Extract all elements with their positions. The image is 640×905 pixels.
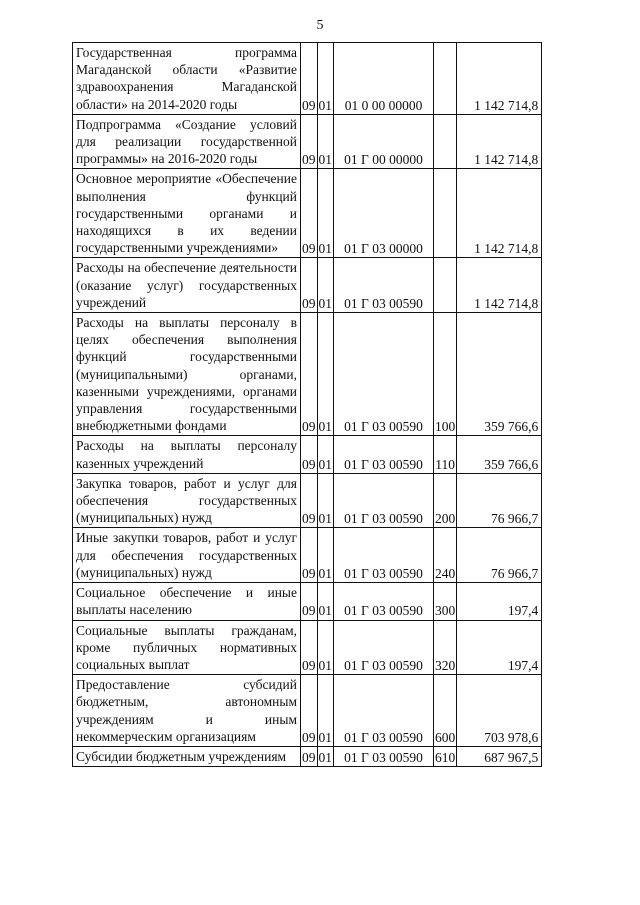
row-name: Государственная программа Магаданской области «Развитие здравоохранения Магаданской области» на 2014-2020 годы [73, 43, 301, 115]
budget-table [72, 42, 542, 767]
row-section-code: 09 [301, 746, 318, 766]
row-target-article: 01 Г 03 00590 [334, 746, 434, 766]
row-section-code: 09 [301, 473, 318, 528]
row-section-code: 09 [301, 583, 318, 620]
row-section-code: 09 [301, 169, 318, 258]
row-subsection-code: 01 [317, 258, 334, 313]
row-amount: 1 142 714,8 [457, 258, 542, 313]
row-amount: 1 142 714,8 [457, 43, 542, 115]
row-amount: 76 966,7 [457, 528, 542, 583]
row-name: Расходы на выплаты персоналу в целях обеспечения выполнения функций государственными (муниципальными) органами, казенными учреждениями, органами управления государственными внебюджетными фондами [73, 313, 301, 436]
row-subsection-code: 01 [317, 436, 334, 473]
table-row [73, 436, 542, 473]
row-section-code: 09 [301, 43, 318, 115]
row-target-article: 01 Г 03 00590 [334, 313, 434, 436]
row-amount: 197,4 [457, 583, 542, 620]
row-amount: 703 978,6 [457, 675, 542, 747]
row-name: Основное мероприятие «Обеспечение выполнения функций государственными органами и находящихся в их ведении государственными учреждениями» [73, 169, 301, 258]
table-row [73, 169, 542, 258]
row-expense-type: 610 [434, 746, 457, 766]
row-name: Субсидии бюджетным учреждениям [73, 746, 301, 766]
row-subsection-code: 01 [317, 473, 334, 528]
row-section-code: 09 [301, 436, 318, 473]
row-target-article: 01 Г 03 00590 [334, 436, 434, 473]
row-name: Иные закупки товаров, работ и услуг для обеспечения государственных (муниципальных) нужд [73, 528, 301, 583]
row-expense-type [434, 43, 457, 115]
row-amount: 1 142 714,8 [457, 114, 542, 169]
row-subsection-code: 01 [317, 620, 334, 675]
row-subsection-code: 01 [317, 583, 334, 620]
budget-table-body [73, 43, 542, 767]
row-section-code: 09 [301, 620, 318, 675]
row-expense-type: 200 [434, 473, 457, 528]
row-name: Закупка товаров, работ и услуг для обеспечения государственных (муниципальных) нужд [73, 473, 301, 528]
row-section-code: 09 [301, 258, 318, 313]
table-row [73, 746, 542, 766]
row-name: Расходы на выплаты персоналу казенных учреждений [73, 436, 301, 473]
row-subsection-code: 01 [317, 169, 334, 258]
row-amount: 359 766,6 [457, 436, 542, 473]
row-section-code: 09 [301, 313, 318, 436]
row-subsection-code: 01 [317, 114, 334, 169]
row-subsection-code: 01 [317, 675, 334, 747]
table-row [73, 114, 542, 169]
row-amount: 359 766,6 [457, 313, 542, 436]
row-expense-type [434, 169, 457, 258]
row-target-article: 01 Г 03 00590 [334, 473, 434, 528]
table-row [73, 583, 542, 620]
row-target-article: 01 0 00 00000 [334, 43, 434, 115]
row-target-article: 01 Г 03 00590 [334, 620, 434, 675]
table-row [73, 528, 542, 583]
row-name: Предоставление субсидий бюджетным, автономным учреждениям и иным некоммерческим организациям [73, 675, 301, 747]
table-row [73, 258, 542, 313]
row-amount: 687 967,5 [457, 746, 542, 766]
row-target-article: 01 Г 03 00590 [334, 258, 434, 313]
row-expense-type [434, 258, 457, 313]
row-section-code: 09 [301, 528, 318, 583]
table-row [73, 313, 542, 436]
row-expense-type: 110 [434, 436, 457, 473]
row-subsection-code: 01 [317, 528, 334, 583]
row-target-article: 01 Г 00 00000 [334, 114, 434, 169]
row-expense-type: 100 [434, 313, 457, 436]
row-target-article: 01 Г 03 00000 [334, 169, 434, 258]
row-name: Социальные выплаты гражданам, кроме публичных нормативных социальных выплат [73, 620, 301, 675]
row-subsection-code: 01 [317, 313, 334, 436]
row-name: Подпрограмма «Создание условий для реализации государственной программы» на 2016-2020 годы [73, 114, 301, 169]
row-subsection-code: 01 [317, 43, 334, 115]
row-name: Социальное обеспечение и иные выплаты населению [73, 583, 301, 620]
row-amount: 1 142 714,8 [457, 169, 542, 258]
page-number: 5 [316, 18, 324, 33]
row-subsection-code: 01 [317, 746, 334, 766]
row-expense-type: 320 [434, 620, 457, 675]
table-row [73, 620, 542, 675]
row-target-article: 01 Г 03 00590 [334, 675, 434, 747]
table-row [73, 473, 542, 528]
row-amount: 197,4 [457, 620, 542, 675]
table-row [73, 675, 542, 747]
row-expense-type: 300 [434, 583, 457, 620]
row-section-code: 09 [301, 675, 318, 747]
row-expense-type: 600 [434, 675, 457, 747]
row-target-article: 01 Г 03 00590 [334, 583, 434, 620]
row-expense-type [434, 114, 457, 169]
row-expense-type: 240 [434, 528, 457, 583]
table-row [73, 43, 542, 115]
row-name: Расходы на обеспечение деятельности (оказание услуг) государственных учреждений [73, 258, 301, 313]
row-amount: 76 966,7 [457, 473, 542, 528]
row-target-article: 01 Г 03 00590 [334, 528, 434, 583]
row-section-code: 09 [301, 114, 318, 169]
